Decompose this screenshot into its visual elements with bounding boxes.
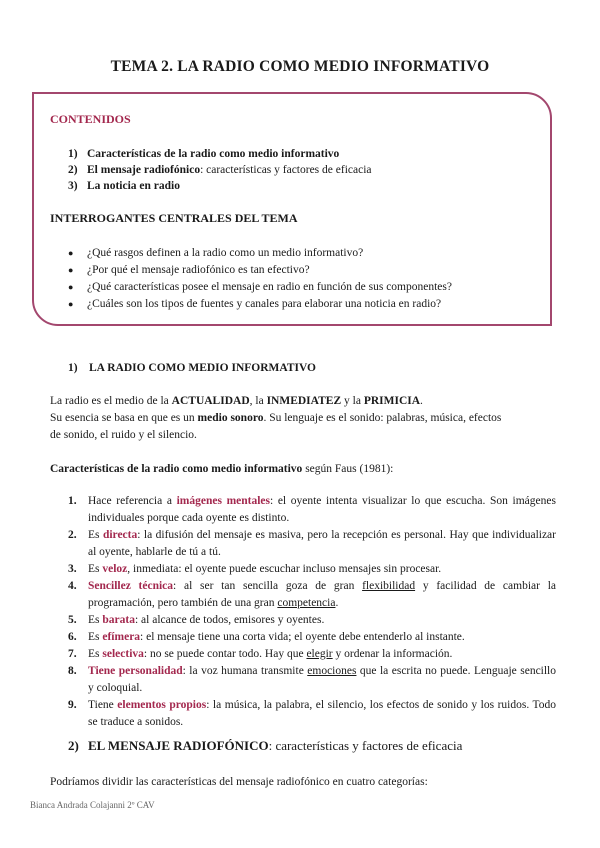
faus-paragraph: Características de la radio como medio informativo según Faus (1981): (50, 463, 394, 475)
list-item: 2) El mensaje radiofónico: características y factores de eficacia (68, 164, 372, 176)
list-item: 1. Hace referencia a imágenes mentales: el oyente intenta visualizar lo que escucha. Son imágenes individuales porque cada oyente es distinto. (68, 495, 556, 524)
list-item: ● ¿Por qué el mensaje radiofónico es tan efectivo? (68, 262, 452, 279)
contents-heading: CONTENIDOS (50, 112, 131, 126)
footer-author: Bianca Andrada Colajanni 2º CAV (30, 800, 155, 810)
bullet-icon: ● (68, 299, 74, 309)
list-item: 3. Es veloz, inmediata: el oyente puede escuchar incluso mensajes sin procesar. (68, 563, 442, 575)
questions-list (68, 245, 452, 313)
features-list (68, 493, 556, 731)
list-item: ● ¿Qué características posee el mensaje en radio en función de sus componentes? (68, 279, 452, 296)
page-title: TEMA 2. LA RADIO COMO MEDIO INFORMATIVO (110, 58, 490, 75)
list-item: ● ¿Cuáles son los tipos de fuentes y canales para elaborar una noticia en radio? (68, 296, 452, 313)
intro-paragraph: La radio es el medio de la ACTUALIDAD, la INMEDIATEZ y la PRIMICIA. Su esencia se basa en que es un medio sonoro. Su lenguaje es el sonido: palabras, música, efectos de sonido, el ruido y el silencio. (50, 395, 502, 441)
contents-list (68, 146, 372, 194)
list-item: 4. Sencillez técnica: al ser tan sencilla goza de gran flexibilidad y facilidad de cambiar la programación, pero también de una gran competencia. (68, 580, 556, 609)
bullet-icon: ● (68, 248, 74, 258)
list-item: 3) La noticia en radio (68, 180, 180, 192)
list-item: 5. Es barata: al alcance de todos, emisores y oyentes. (68, 614, 325, 626)
list-item: 9. Tiene elementos propios: la música, la palabra, el silencio, los efectos de sonido y los ruidos. Todo se traduce a sonidos. (68, 699, 556, 728)
section-2-heading: 2) EL MENSAJE RADIOFÓNICO: características y factores de eficacia (68, 738, 463, 753)
list-item: 7. Es selectiva: no se puede contar todo. Hay que elegir y ordenar la información. (68, 648, 453, 660)
list-item: 2. Es directa: la difusión del mensaje es masiva, pero la recepción es personal. Hay que individualizar al oyente, hablarle de tú a tú. (68, 529, 556, 558)
bullet-icon: ● (68, 282, 74, 292)
section-1-heading: 1) LA RADIO COMO MEDIO INFORMATIVO (68, 362, 317, 374)
list-item: 8. Tiene personalidad: la voz humana transmite emociones que la escrita no puede. Lenguaje sencillo y coloquial. (68, 665, 557, 694)
list-item: 6. Es efímera: el mensaje tiene una corta vida; el oyente debe entenderlo al instante. (68, 631, 465, 643)
list-item: 1) Características de la radio como medio informativo (68, 148, 340, 160)
list-item: ● ¿Qué rasgos definen a la radio como un medio informativo? (68, 245, 452, 262)
bullet-icon: ● (68, 265, 74, 275)
questions-heading: INTERROGANTES CENTRALES DEL TEMA (50, 211, 298, 225)
section-2-paragraph: Podríamos dividir las características del mensaje radiofónico en cuatro categorías: (50, 776, 428, 788)
